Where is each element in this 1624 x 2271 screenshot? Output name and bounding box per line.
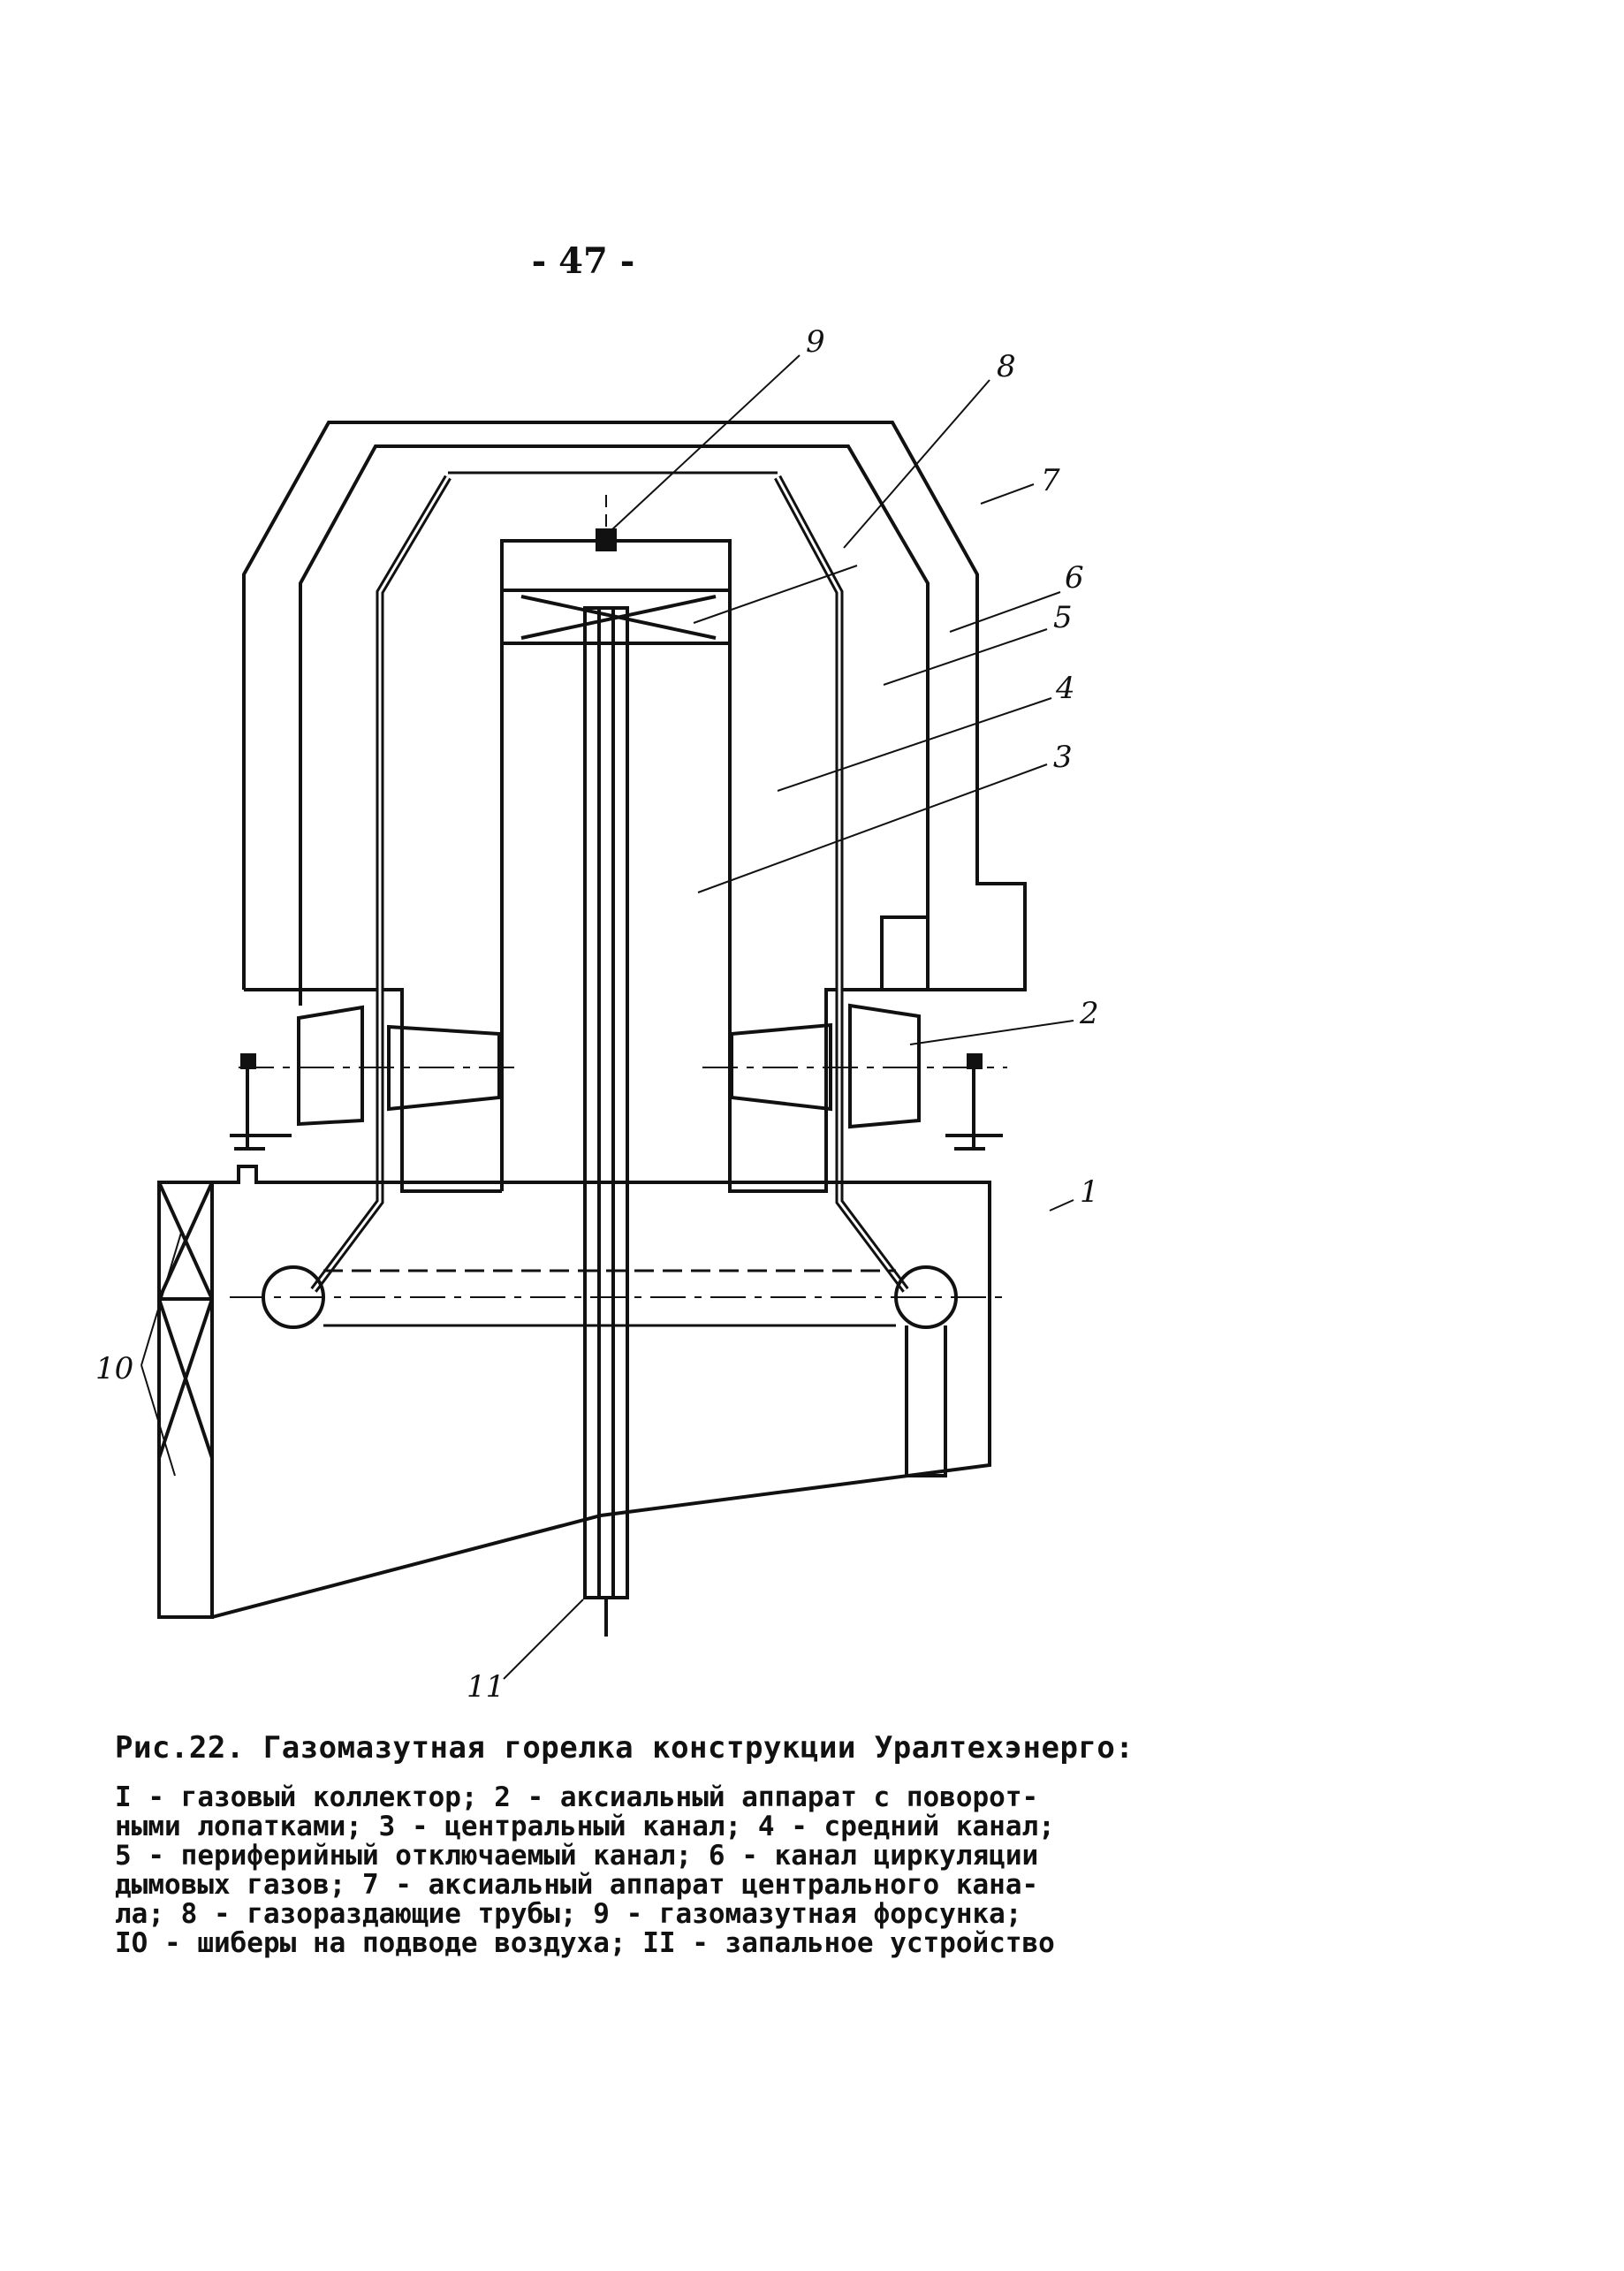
outer-housing-left-leg — [244, 990, 300, 1006]
callout-2: 2 — [1080, 996, 1099, 1031]
leader-7 — [981, 484, 1034, 504]
lever-left — [230, 1060, 292, 1149]
gas-tube-right — [778, 477, 906, 1290]
leader-1 — [1050, 1200, 1074, 1211]
gas-tube-left-core — [314, 477, 448, 1290]
leader-11 — [504, 1599, 583, 1679]
central-block-left-foot — [300, 990, 502, 1191]
leader-2 — [910, 1021, 1074, 1044]
caption-line: ными лопатками; 3 - центральный канал; 4 - средний канал; — [115, 1811, 1055, 1842]
gas-inlet-pipe — [907, 1325, 945, 1476]
lever-left-pin — [242, 1055, 254, 1067]
leader-6 — [950, 592, 1060, 632]
page-number: - 47 - — [531, 240, 635, 282]
damper-box — [159, 1182, 212, 1617]
leader-8 — [844, 380, 990, 548]
caption-line: 5 - периферийный отключаемый канал; 6 - канал циркуляции — [115, 1840, 1039, 1872]
callout-10: 10 — [95, 1351, 134, 1386]
leader-9 — [611, 355, 800, 530]
callout-5: 5 — [1053, 600, 1073, 635]
callout-11: 11 — [467, 1669, 505, 1705]
callout-9: 9 — [806, 324, 825, 360]
nozzle-head — [597, 530, 615, 550]
callout-8: 8 — [997, 349, 1016, 384]
leader-3 — [698, 764, 1047, 892]
callout-6: 6 — [1065, 560, 1084, 596]
leader-5 — [884, 629, 1047, 685]
callout-3: 3 — [1053, 740, 1073, 775]
central-tube — [585, 608, 627, 1598]
caption-line: IO - шиберы на подводе воздуха; II - запальное устройство — [115, 1927, 1055, 1959]
callout-1: 1 — [1080, 1174, 1099, 1210]
caption-line: ла; 8 - газораздающие трубы; 9 - газомазутная форсунка; — [115, 1898, 1022, 1930]
callout-7: 7 — [1041, 463, 1060, 498]
caption-line: I - газовый коллектор; 2 - аксиальный аппарат с поворот- — [115, 1781, 1039, 1813]
lever-right-pin — [968, 1055, 981, 1067]
figure-caption — [115, 1730, 1135, 1959]
vane-left-outer — [299, 1007, 362, 1124]
lever-right — [945, 1060, 1003, 1149]
caption-line: дымовых газов; 7 - аксиальный аппарат центрального кана- — [115, 1869, 1039, 1901]
outer-housing — [244, 422, 1025, 990]
leader-8b — [694, 566, 857, 623]
callout-4: 4 — [1056, 671, 1075, 706]
vane-right-outer — [850, 1006, 919, 1127]
caption-title: Рис.22. Газомазутная горелка конструкции Уралтехэнерго: — [115, 1730, 1135, 1766]
